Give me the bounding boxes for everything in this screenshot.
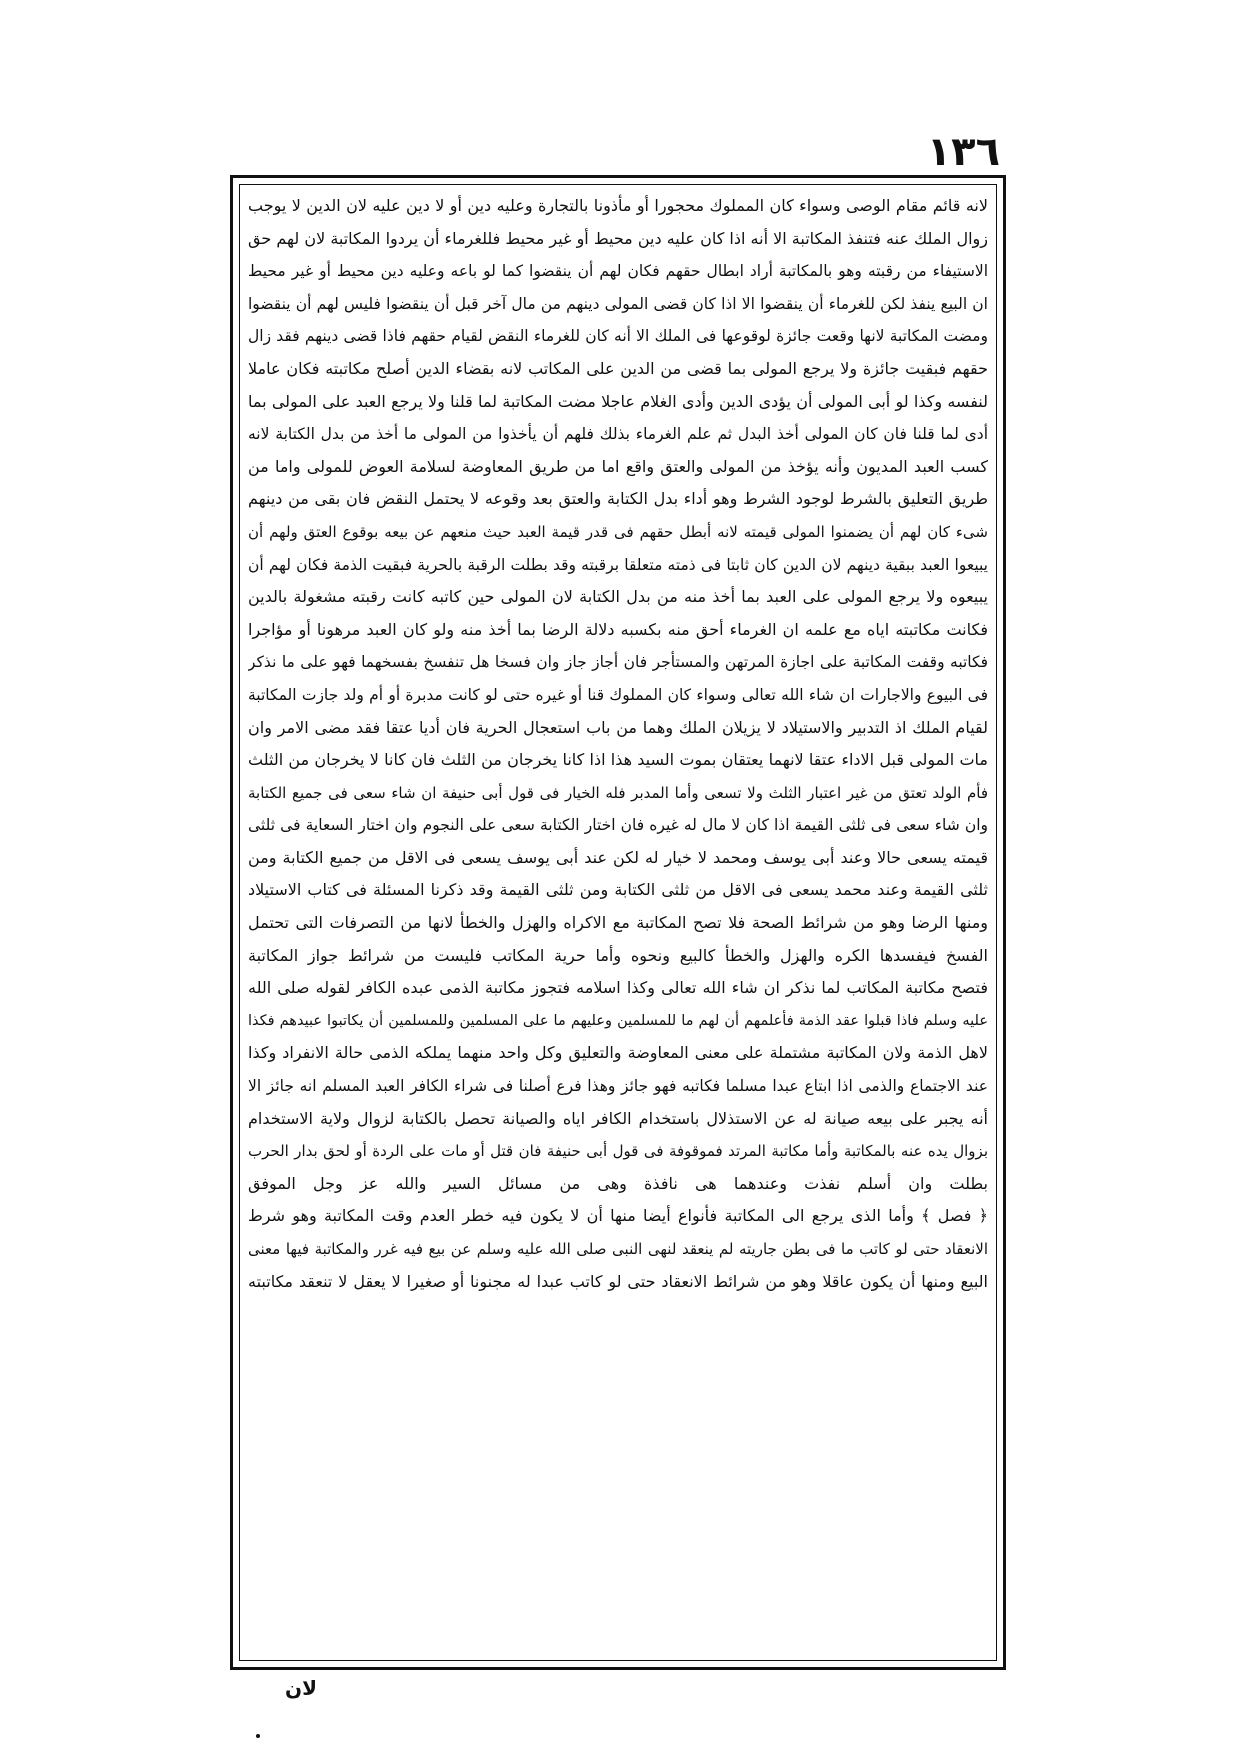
text-line: ثلثى القيمة وعند محمد يسعى فى الاقل من ثلثى الكتابة ومن ثلثى القيمة وقد ذكرنا المسئلة فى كتاب الاستيلاد — [248, 880, 988, 900]
section-heading-line: ﴿ فصل ﴾ وأما الذى يرجع الى المكاتبة فأنواع أيضا منها أن لا يكون فيه خطر العدم وقت المكاتبة وهو شرط — [248, 1206, 988, 1226]
text-line: يبيعوا العبد ببقية دينهم لان الدين كان ثابتا فى ذمته متعلقا برقبته وقد بطلت الرقبة بالحرية فبقيت الذمة فكان لهم أن — [248, 555, 988, 574]
text-line: فتصح مكاتبة المكاتب لما نذكر ان شاء الله تعالى وكذا اسلامه فتجوز مكاتبة الذمى عبده الكافر لقوله صلى الله — [248, 978, 988, 998]
text-line: زوال الملك عنه فتنفذ المكاتبة الا أنه اذا كان عليه دين محيط أو غير محيط فللغرماء أن يردوا المكاتبة لان لهم حق — [248, 228, 988, 248]
text-line: فكانت مكاتبته اياه مع علمه ان الغرماء أحق منه بكسبه دلالة الرضا بما أخذ منه ولو كان العبد مرهونا أو مؤاجرا — [248, 619, 988, 639]
text-line: مات المولى قبل الاداء عتقا لانهما يعتقان بموت السيد هذا اذا كانا يخرجان من الثلث فان كانا لا يخرجان من الثلث — [248, 750, 988, 770]
text-line: بزوال يده عنه بالمكاتبة وأما مكاتبة المرتد فموقوفة فى قول أبى حنيفة فان قتل أو مات على الردة أو لحق بدار الحرب — [248, 1142, 988, 1161]
text-line: أدى لما قلنا فان كان المولى أخذ البدل ثم علم الغرماء بذلك فلهم أن يأخذوا من المولى ما أخذ من بدل الكتابة لانه — [248, 425, 988, 444]
stray-dot — [256, 1734, 260, 1738]
text-line: الانعقاد حتى لو كاتب ما فى بطن جاريته لم ينعقد لنهى النبى صلى الله عليه وسلم عن بيع فيه غرر والمكاتبة فيها معنى — [248, 1240, 988, 1258]
text-line: كسب العبد المديون وأنه يؤخذ من المولى والعتق واقع اما من طريق المعاوضة لسلامة العوض للمولى واما من — [248, 456, 988, 476]
text-line: البيع ومنها أن يكون عاقلا وهو من شرائط الانعقاد حتى لو كاتب عبدا له مجنونا أو صغيرا لا يعقل لا تنعقد مكاتبته — [248, 1271, 988, 1291]
text-line: شىء كان لهم أن يضمنوا المولى قيمته لانه أبطل حقهم فى قدر قيمة العبد حيث منعهم عن بيعه بوقوع العتق ولهم أن — [248, 522, 988, 541]
text-line: وان شاء سعى فى ثلثى القيمة اذا كان لا مال له غيره فان اختار الكتابة سعى على النجوم وان اختار السعاية فى ثلثى — [248, 816, 988, 835]
text-line: فكاتبه وقفت المكاتبة على اجازة المرتهن والمستأجر فان أجاز جاز وان فسخا هل تنفسخ بفسخهما فهو على ما نذكر — [248, 653, 988, 672]
text-line: ان البيع ينفذ لكن للغرماء أن ينقضوا الا اذا كان قضى المولى دينهم من مال آخر قبل أن ينقضوا فليس لهم أن ينقضوا — [248, 294, 988, 313]
page-number: ١٣٦ — [926, 129, 1000, 175]
text-line: عليه وسلم فاذا قبلوا عقد الذمة فأعلمهم أن لهم ما للمسلمين وعليهم ما على المسلمين وللمسلمين أن يكاتبوا عبيدهم فكذا — [248, 1012, 988, 1029]
text-line: قيمته يسعى حالا وعند أبى يوسف ومحمد لا خيار له لكن عند أبى يوسف يسعى فى الاقل من جميع الكتابة ومن — [248, 847, 988, 867]
text-line: فى البيوع والاجارات ان شاء الله تعالى وسواء كان المملوك قنا أو غيره حتى لو كانت مدبرة أو أم ولد جازت المكاتبة — [248, 685, 988, 704]
text-line: بطلت وان أسلم نفذت وعندهما هى نافذة وهى من مسائل السير والله عز وجل الموفق — [248, 1173, 988, 1193]
text-line: يبيعوه ولا يرجع المولى على العبد بما أخذ منه من بدل الكتابة لان المولى حين كاتبه كانت رقبته مشغولة بالدين — [248, 587, 988, 607]
text-line: الفسخ فيفسدها الكره والهزل والخطأ كالبيع ونحوه وأما حرية المكاتب فليست من شرائط جواز المكاتبة — [248, 945, 988, 965]
text-line: ومنها الرضا وهو من شرائط الصحة فلا تصح المكاتبة مع الاكراه والهزل والخطأ لانها من التصرفات التى تحتمل — [248, 913, 988, 933]
text-line: لاهل الذمة ولان المكاتبة مشتملة على معنى المعاوضة والتعليق وكل واحد منهما يملكه الذمى حالة الانفراد وكذا — [248, 1043, 988, 1063]
text-line: ومضت المكاتبة لانها وقعت جائزة لوقوعها فى الملك الا أنه كان للغرماء النقض لقيام حقهم فاذا قضى دينهم فقد زال — [248, 327, 988, 346]
text-line: لنفسه وكذا لو أبى المولى أن يؤدى الدين وأدى الغلام عاجلا مضت المكاتبة لما قلنا ولا يرجع العبد على المولى بما — [248, 391, 988, 411]
text-line: الاستيفاء من رقبته وهو بالمكاتبة أراد ابطال حقهم فكان لهم أن ينقضوا كما لو باعه وعليه دين محيط أو غير محيط — [248, 262, 988, 281]
text-line: فأم الولد تعتق من غير اعتبار الثلث ولا تسعى وأما المدبر فله الخيار فى قول أبى حنيفة ان شاء سعى فى جميع الكتابة — [248, 783, 988, 802]
text-line: عند الاجتماع والذمى اذا ابتاع عبدا مسلما فكاتبه فهو جائز وهذا فرع أصلنا فى شراء الكافر العبد المسلم انه جائز الا — [248, 1077, 988, 1096]
text-body — [248, 190, 988, 1658]
text-line: لقيام الملك اذ التدبير والاستيلاد لا يزيلان الملك وهما من باب استعجال الحرية فان أديا عتقا فقد مضى الامر وان — [248, 717, 988, 737]
text-line: أنه يجبر على بيعه صيانة له عن الاستذلال باستخدام الكافر اياه والصيانة تحصل بالكتابة لزوال ولاية الاستخدام — [248, 1108, 988, 1128]
text-line: طريق التعليق بالشرط لوجود الشرط وهو أداء بدل الكتابة والعتق بعد وقوعه لا يحتمل النقض فان بقى من دينهم — [248, 489, 988, 509]
text-line: حقهم فبقيت جائزة ولا يرجع المولى بما قضى من الدين على المكاتب لانه بقضاء الدين أصلح مكاتبته فكان عاملا — [248, 358, 988, 378]
text-line: لانه قائم مقام الوصى وسواء كان المملوك محجورا أو مأذونا بالتجارة وعليه دين أو لا دين عليه لان الدين لا يوجب — [248, 196, 988, 215]
catchword: لان — [285, 1676, 317, 1700]
